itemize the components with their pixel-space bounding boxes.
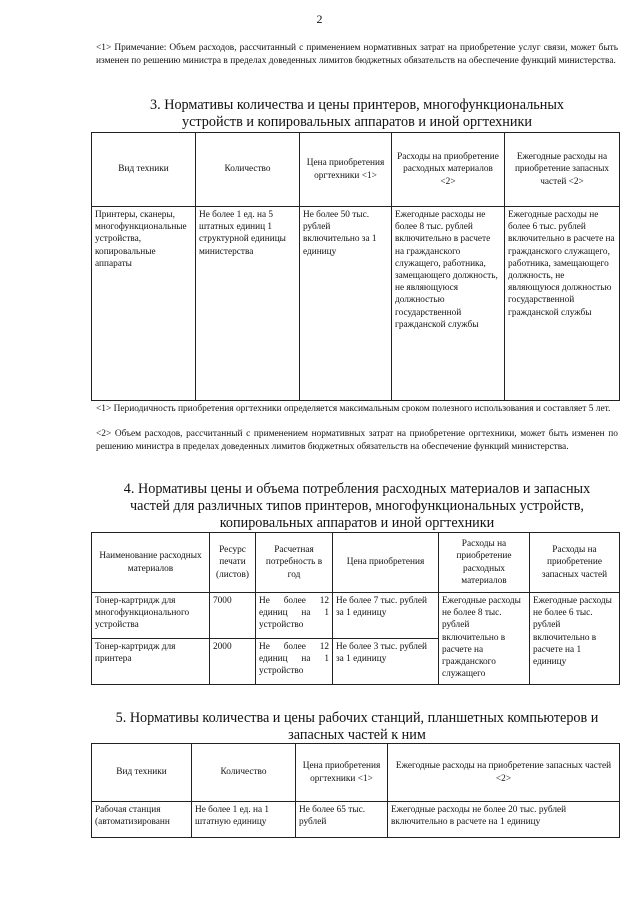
s3-header-qty: Количество (196, 133, 300, 207)
s5-cell-qty: Не более 1 ед. на 1 штатную единицу (192, 802, 296, 838)
section4-title (90, 481, 624, 532)
section5-title (90, 710, 624, 744)
s3-header-parts: Ежегодные расходы на приобретение запасных частей <2> (505, 133, 620, 207)
s3-header-consumables: Расходы на приобретение расходных материалов <2> (392, 133, 505, 207)
s4-header-parts: Расходы на приобретение запасных частей (530, 533, 620, 593)
s4-r1-name: Тонер-картридж для многофункционального устройства (92, 593, 210, 639)
section3-title-line2: устройств и копировальных аппаратов и иной оргтехники (182, 114, 532, 130)
s3-header-price: Цена приобретения оргтехники <1> (300, 133, 392, 207)
s4-header-consumables: Расходы на приобретение расходных материалов (439, 533, 530, 593)
s5-cell-parts: Ежегодные расходы не более 20 тыс. рублей включительно в расчете на 1 единицу (388, 802, 620, 838)
s4-header-resource: Ресурс печати (листов) (210, 533, 256, 593)
s4-header-name: Наименование расходных материалов (92, 533, 210, 593)
section4-title-line3: копировальных аппаратов и иной оргтехники (219, 515, 495, 531)
s3-cell-qty: Не более 1 ед. на 5 штатных единиц 1 структурной единицы министерства (196, 207, 300, 401)
section4-table (91, 532, 620, 685)
section3-note1: <1> Периодичность приобретения оргтехники определяется максимальным сроком полезного использования и составляет 5 лет. (96, 404, 611, 414)
s5-header-type: Вид техники (92, 744, 192, 802)
s5-cell-price: Не более 65 тыс. рублей (296, 802, 388, 838)
s4-r2-price: Не более 3 тыс. рублей за 1 единицу (333, 639, 439, 685)
s4-merged-consumables: Ежегодные расходы не более 8 тыс. рублей включительно в расчете на гражданского служащего (439, 593, 530, 685)
s3-cell-parts: Ежегодные расходы не более 6 тыс. рублей включительно в расчете на гражданского служащего, работника, замещающего должность, не являющуюся должностью государственной гражданской службы (505, 207, 620, 401)
section3-title (96, 97, 618, 131)
s4-r2-resource: 2000 (210, 639, 256, 685)
section3-note2: <2> Объем расходов, рассчитанный с применением нормативных затрат на приобретение оргтехники, может быть изменен по решению министра в пределах доведенных лимитов бюджетных обязательств на обеспечение функций министерства. (96, 429, 618, 452)
table-row (92, 802, 620, 838)
s3-cell-price: Не более 50 тыс. рублей включительно за 1 единицу (300, 207, 392, 401)
section5-header-row (92, 744, 620, 802)
table-row (92, 593, 620, 639)
section5-title-line1: 5. Нормативы количества и цены рабочих станций, планшетных компьютеров и (115, 710, 599, 726)
s4-r1-need: Не более 12 единиц на 1 устройство (256, 593, 333, 639)
section5-table (91, 743, 620, 838)
s4-r1-resource: 7000 (210, 593, 256, 639)
section3-title-line1: 3. Нормативы количества и цены принтеров, многофункциональных (150, 97, 564, 113)
section3-header-row (92, 133, 620, 207)
s4-merged-parts: Ежегодные расходы не более 6 тыс. рублей включительно в расчете на 1 единицу (530, 593, 620, 685)
s3-header-type: Вид техники (92, 133, 196, 207)
table-row (92, 207, 620, 401)
s3-cell-consumables: Ежегодные расходы не более 8 тыс. рублей включительно в расчете на гражданского служащего, работника, замещающего должность, не являющуюся должностью государственной гражданской службы (392, 207, 505, 401)
section4-title-line2: частей для различных типов принтеров, многофункциональных устройств, (130, 498, 584, 514)
section5-title-line2: запасных частей к ним (288, 727, 426, 743)
s4-r2-name: Тонер-картридж для принтера (92, 639, 210, 685)
s4-r1-price: Не более 7 тыс. рублей за 1 единицу (333, 593, 439, 639)
s3-cell-type: Принтеры, сканеры, многофункциональные устройства, копировальные аппараты (92, 207, 196, 401)
note-top: <1> Примечание: Объем расходов, рассчитанный с применением нормативных затрат на приобретение услуг связи, может быть изменен по решению министра в пределах доведенных лимитов бюджетных обязательств на обеспечение функций министерства. (96, 43, 618, 66)
s5-header-parts: Ежегодные расходы на приобретение запасных частей <2> (388, 744, 620, 802)
s4-r2-need: Не более 12 единиц на 1 устройство (256, 639, 333, 685)
s4-header-need: Расчетная потребность в год (256, 533, 333, 593)
section4-title-line1: 4. Нормативы цены и объема потребления расходных материалов и запасных (123, 481, 591, 497)
s5-cell-type: Рабочая станция (автоматизированн (92, 802, 192, 838)
s5-header-qty: Количество (192, 744, 296, 802)
s5-header-price: Цена приобретения оргтехники <1> (296, 744, 388, 802)
page-number: 2 (316, 12, 323, 26)
section4-header-row (92, 533, 620, 593)
s4-header-price: Цена приобретения (333, 533, 439, 593)
section3-table (91, 132, 620, 401)
